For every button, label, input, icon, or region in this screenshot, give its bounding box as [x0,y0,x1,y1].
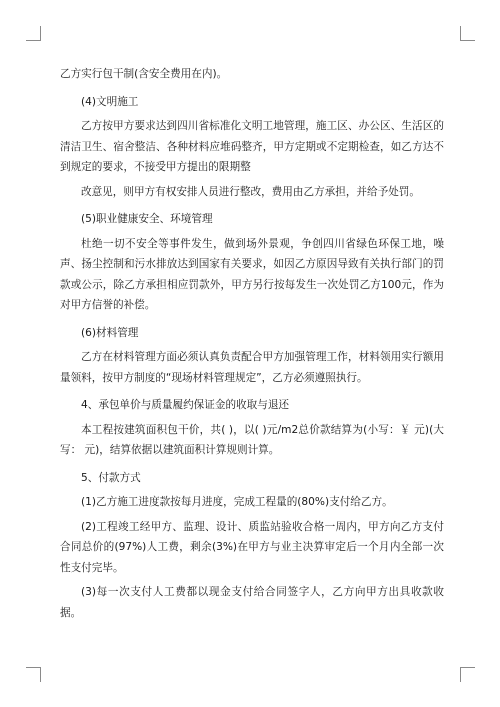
paragraph-civilized-construction: 乙方按甲方要求达到四川省标准化文明工地管理，施工区、办公区、生活区的清洁卫生、宿舍整洁、各种材料应堆码整齐，甲方定期或不定期检查，如乙方达不到规定的要求，不接受甲方提出的限期整 [60,120,444,173]
paragraph-material-management: 乙方在材料管理方面必须认真负责配合甲方加强管理工作，材料领用实行额用量领料，按甲方制度的“现场材料管理规定”，乙方必须遵照执行。 [60,351,444,384]
paragraph-rectification: 改意见，则甲方有权安排人员进行整改，费用由乙方承担，并给予处罚。 [81,185,420,198]
paragraph-payment-completion: (2)工程竣工经甲方、监理、设计、质监站验收合格一周内，甲方向乙方支付合同总价的(97%)人工费，剩余(3%)在甲方与业主决算审定后一个月内全部一次性支付完毕。 [60,520,444,574]
heading-health-safety-environment: (5)职业健康安全、环境管理 [81,213,213,225]
heading-unit-price-deposit: 4、承包单价与质量履约保证金的收取与退还 [81,399,290,411]
crop-mark-bottom-left [26,667,41,682]
paragraph-contract-scope: 乙方实行包干制(含安全费用在内)。 [60,68,228,80]
crop-mark-top-left [26,26,41,41]
paragraph-payment-cash: (3)每一次支付人工费都以现金支付给合同签字人，乙方向甲方出具收款收据。 [60,586,444,619]
crop-mark-bottom-right [460,667,475,682]
crop-mark-top-right [460,26,475,41]
document-body [60,64,444,623]
heading-material-management: (6)材料管理 [81,326,139,339]
paragraph-unit-price: 本工程按建筑面积包干价，共( )，以( )元/m2总价款结算为(小写：￥ 元)(大写： 元)，结算依据以建筑面积计算规则计算。 [60,423,444,456]
paragraph-payment-progress: (1)乙方施工进度款按每月进度，完成工程量的(80%)支付给乙方。 [81,496,393,508]
paragraph-health-safety-environment: 杜绝一切不安全等事件发生，做到场外景观，争创四川省绿色环保工地，噪声、扬尘控制和污水排放达到国家有关要求，如因乙方原因导致有关执行部门的罚款或公示，除乙方承担相应罚款外，甲方另行按每发生一次处罚乙方100元，作为对甲方信誉的补偿。 [60,237,444,311]
heading-civilized-construction: (4)文明施工 [81,95,139,108]
heading-payment-method: 5、付款方式 [81,471,141,484]
